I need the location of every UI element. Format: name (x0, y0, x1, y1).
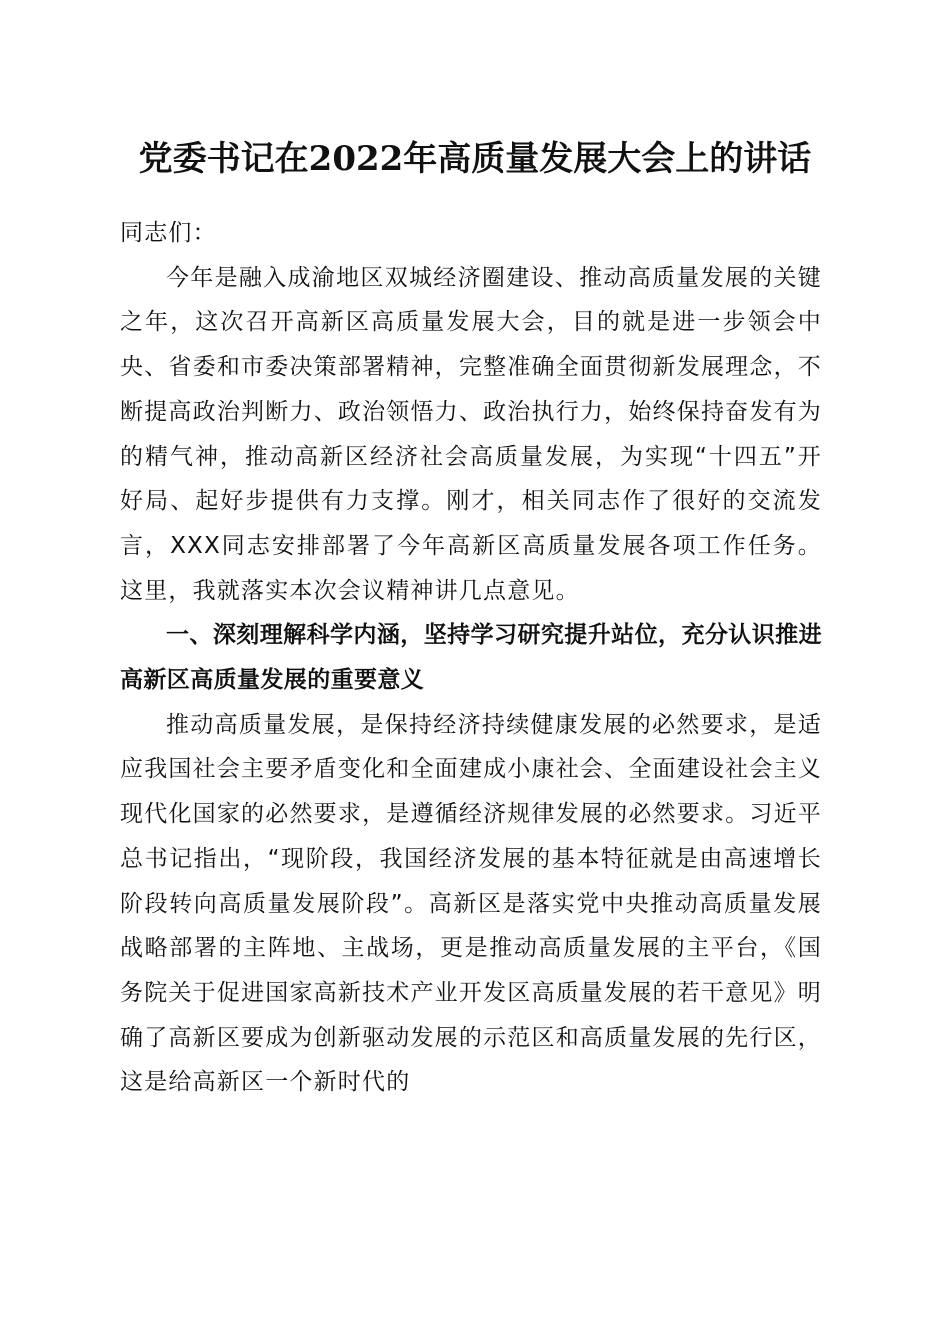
salutation: 同志们： (120, 220, 217, 246)
paragraph-section-1: 推动高质量发展，是保持经济持续健康发展的必然要求，是适应我国社会主要矛盾变化和全面建成小康社会、全面建设社会主义现代化国家的必然要求，是遵循经济规律发展的必然要求。习近平总书记指出，“现阶段，我国经济发展的基本特征就是由高速增长阶段转向高质量发展阶段”。高新区是落实党中央推动高质量发展战略部署的主阵地、主战场，更是推动高质量发展的主平台，《国务院关于促进国家高新技术产业开发区高质量发展的若干意见》明确了高新区要成为创新驱动发展的示范区和高质量发展的先行区，这是给高新区一个新时代的 (120, 711, 822, 1096)
paragraph-intro: 今年是融入成渝地区双城经济圈建设、推动高质量发展的关键之年，这次召开高新区高质量发展大会，目的就是进一步领会中央、省委和市委决策部署精神，完整准确全面贯彻新发展理念，不断提高政治判断力、政治领悟力、政治执行力，始终保持奋发有为的精气神，推动高新区经济社会高质量发展，为实现“十四五”开好局、起好步提供有力支撑。刚才，相关同志作了很好的交流发言，XXX同志安排部署了今年高新区高质量发展各项工作任务。这里，我就落实本次会议精神讲几点意见。 (120, 264, 822, 604)
document-title: 党委书记在2022年高质量发展大会上的讲话 (138, 139, 812, 179)
document-body (120, 211, 822, 1105)
section-heading-1: 一、深刻理解科学内涵，坚持学习研究提升站位，充分认识推进高新区高质量发展的重要意义 (120, 622, 822, 694)
